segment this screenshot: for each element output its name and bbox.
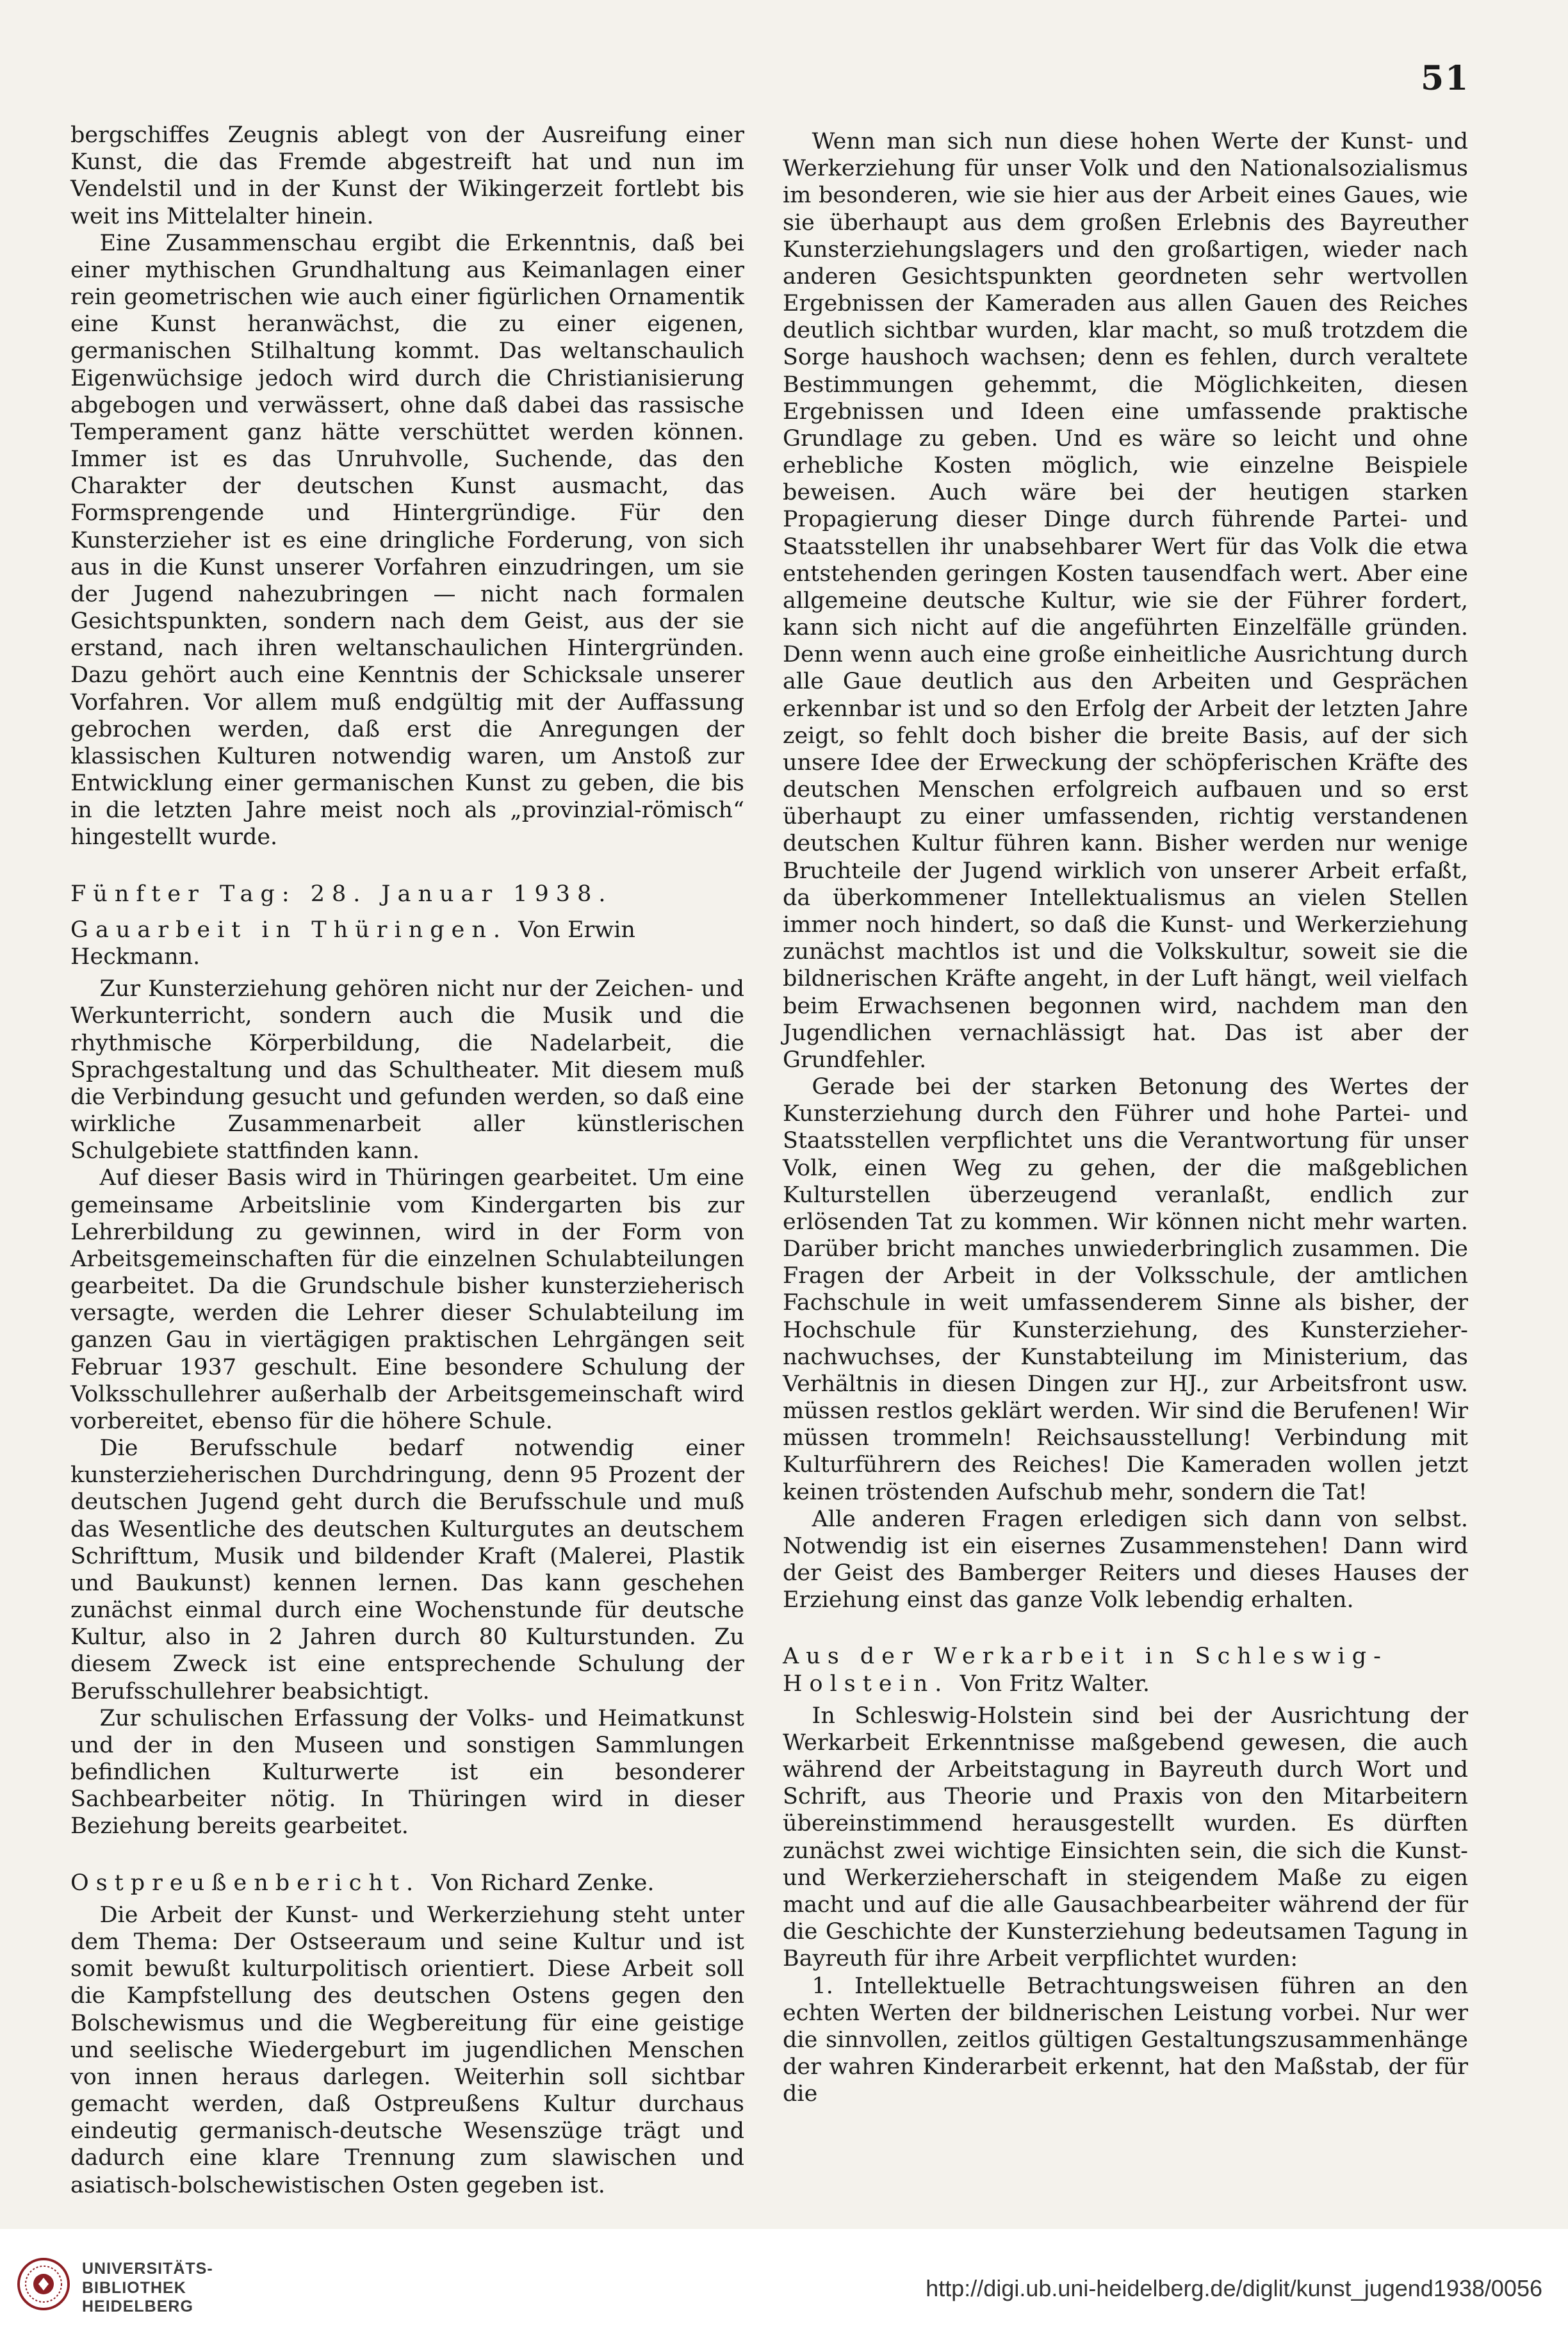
source-url-link[interactable]: http://digi.ub.uni-heidelberg.de/diglit/kunst_jugend1938/0056 <box>926 2275 1542 2301</box>
paragraph: Zur schulischen Erfassung der Volks- und Heimatkunst und der in den Museen und sonstigen Sammlungen befindlichen Kulturwerte ist ein besonderer Sachbearbeiter nötig. In Thüringen wird in dieser Beziehung bereits gearbeitet. <box>70 1705 744 1840</box>
paragraph: Auf dieser Basis wird in Thüringen gearbeitet. Um eine gemeinsame Arbeitslinie vom Kindergarten bis zur Lehrerbildung zu gewinnen, wird in der Form von Arbeitsgemeinschaften für die einzelnen Schulabteilungen gearbeitet. Da die Grundschule bisher kunsterzieherisch versagte, werden die Lehrer dieser Schulabteilung im ganzen Gau in viertägigen praktischen Lehrgängen seit Februar 1937 geschult. Eine besondere Schulung der Volksschullehrer außerhalb der Arbeitsgemeinschaft wird vorbereitet, ebenso für die höhere Schule. <box>70 1165 744 1434</box>
paragraph: Zur Kunsterziehung gehören nicht nur der Zeichen- und Werkunterricht, sondern auch die Musik und die rhythmische Körperbildung, die Nadelarbeit, die Sprachgestaltung und das Schultheater. Mit diesem muß die Verbindung gesucht und gefunden werden, so daß eine wirkliche Zusammenarbeit aller künstlerischen Schulgebiete stattfinden kann. <box>70 976 744 1164</box>
institution-name[interactable] <box>82 2260 213 2317</box>
university-seal-icon <box>17 2257 70 2311</box>
right-column <box>783 128 1468 2107</box>
section-heading-schleswig-holstein <box>783 1643 1468 1697</box>
institution-line: UNIVERSITÄTS- <box>82 2260 213 2278</box>
paragraph: Alle anderen Fragen erledigen sich dann von selbst. Notwendig ist ein eisernes Zusammenstehen! Dann wird der Geist des Bamberger Reiters und dieses Hauses der Erziehung einst das ganze Volk lebendig erhalten. <box>783 1506 1468 1613</box>
heading-author: Von Erwin Heckmann. <box>70 917 635 970</box>
section-heading-thueringen <box>70 917 744 970</box>
paragraph: Wenn man sich nun diese hohen Werte der Kunst- und Werkerziehung für unser Volk und den Nationalsozialismus im besonderen, wie sie hier aus der Arbeit eines Gaues, wie sie überhaupt aus dem großen Erlebnis des Bayreuther Kunsterziehungslagers und den großartigen, wieder nach anderen Gesichtspunkten geordneten sehr wertvollen Ergebnissen der Kameraden aus allen Gauen des Reiches deutlich sichtbar wurden, klar macht, so muß trotzdem die Sorge haushoch wachsen; denn es fehlen, durch veraltete Bestimmungen gehemmt, die Möglichkeiten, diesen Ergebnissen und Ideen eine umfassende praktische Grundlage zu geben. Und es wäre so leicht und ohne erhebliche Kosten möglich, wie einzelne Beispiele beweisen. Auch wäre bei der heutigen starken Propagierung dieser Dinge durch führende Partei- und Staatsstellen ihr unabsehbarer Wert für das Volk die etwa entstehenden geringen Kosten tausendfach wert. Aber eine allgemeine deutsche Kultur, wie sie der Führer fordert, kann sich nicht auf die angeführten Einzelfälle gründen. Denn wenn auch eine große einheitliche Ausrichtung durch alle Gaue deutlich aus den Arbeiten und Gesprächen erkennbar ist und so den Erfolg der Arbeit der letzten Jahre zeigt, so fehlt doch bisher die breite Basis, auf der sich unsere Idee der Erweckung der schöpferischen Kräfte des deutschen Menschen erfolgreich aufbauen und so erst überhaupt zu einer umfassenden, richtig verstandenen deutschen Kultur führen kann. Bisher werden nur wenige Bruchteile der Jugend wirklich von unserer Arbeit erfaßt, da überkommener Intellektualismus an vielen Stellen immer noch hindert, so daß die Kunst- und Werkerziehung zunächst machtlos ist und die Volkskultur, soweit sie die bildnerischen Kräfte angeht, in der Luft hängt, weil vielfach beim Erwachsenen begonnen wird, nachdem man den Jugendlichen vernachlässigt hat. Das ist aber der Grundfehler. <box>783 129 1468 1073</box>
paragraph: 1. Intellektuelle Betrachtungsweisen führen an den echten Werten der bildnerischen Leistung vorbei. Nur wer die sinnvollen, zeitlos gültigen Gestaltungszusammenhänge der wahren Kinderarbeit erkennt, hat den Maßstab, der für die <box>783 1973 1468 2107</box>
heading-title: Gauarbeit in Thüringen. <box>70 917 508 943</box>
heading-author: Von Fritz Walter. <box>960 1670 1150 1697</box>
paragraph: Die Berufsschule bedarf notwendig einer kunsterzieherischen Durchdringung, denn 95 Prozent der deutschen Jugend geht durch die Berufsschule und muß das Wesentliche des deutschen Kulturgutes an deutschem Schrifttum, Musik und bildender Kraft (Malerei, Plastik und Baukunst) kennen lernen. Das kann geschehen zunächst einmal durch eine Wochenstunde für deutsche Kultur, also in 2 Jahren durch 80 Kulturstunden. Zu diesem Zweck ist eine entsprechende Schulung der Berufsschullehrer beabsichtigt. <box>70 1435 744 1704</box>
heading-text: Fünfter Tag: 28. Januar 1938. <box>70 881 613 907</box>
paragraph: In Schleswig-Holstein sind bei der Ausrichtung der Werkarbeit Erkenntnisse maßgebend gewesen, die auch während der Arbeitstagung in Bayreuth durch Wort und Schrift, aus Theorie und Praxis von den Mitarbeitern übereinstimmend herausgestellt wurden. Es dürften zunächst zwei wichtige Einsichten sein, die sich die Kunst- und Werkerzieherschaft in steigendem Maße zu eigen macht und auf die alle Gausachbearbeiter während der für die Geschichte der Kunsterziehung bedeutsamen Tagung in Bayreuth für ihre Arbeit verpflichtet wurden: <box>783 1702 1468 1972</box>
section-heading-day <box>70 881 744 908</box>
paragraph: Gerade bei der starken Betonung des Wertes der Kunsterziehung durch den Führer und hohe Partei- und Staatsstellen verpflichtet uns die Verantwortung für unser Volk, einen Weg zu gehen, der die maßgeblichen Kulturstellen überzeugend veranlaßt, endlich zur erlösenden Tat zu kommen. Wir können nicht mehr warten. Darüber bricht manches unwiederbringlich zusammen. Die Fragen der Arbeit in der Volksschule, der amtlichen Fachschule in weit umfassenderem Sinne als bisher, der Hochschule für Kunsterziehung, des Kunsterziehernachwuchses, der Kunstabteilung im Ministerium, das Verhältnis in diesen Dingen zur HJ., zur Arbeitsfront usw. müssen restlos geklärt werden. Wir sind die Berufenen! Wir müssen trommeln! Reichsausstellung! Verbindung mit Kulturführern des Reiches! Die Kameraden wollen jetzt keinen tröstenden Aufschub mehr, sondern die Tat! <box>783 1074 1468 1505</box>
left-column <box>70 122 744 2199</box>
paragraph: Eine Zusammenschau ergibt die Erkenntnis, daß bei einer mythischen Grundhaltung aus Keimanlagen einer rein geometrischen wie auch einer figürlichen Ornamentik eine Kunst heranwächst, die zu einer eigenen, germanischen Stilhaltung kommt. Das weltanschaulich Eigenwüchsige jedoch wird durch die Christianisierung abgebogen und verwässert, ohne daß dabei das rassische Temperament ganz hätte verschüttet werden können. Immer ist es das Unruhvolle, Suchende, das den Charakter der deutschen Kunst ausmacht, das Formsprengende und Hintergründige. Für den Kunsterzieher ist es eine dringliche Forderung, von sich aus in die Kunst unserer Vorfahren einzudringen, um sie der Jugend nahezubringen — nicht nach formalen Gesichtspunkten, sondern nach dem Geist, aus der sie erstand, nach ihren weltanschaulichen Hintergründen. Dazu gehört auch eine Kenntnis der Schicksale unserer Vorfahren. Vor allem muß endgültig mit der Auffassung gebrochen werden, daß erst die Anregungen der klassischen Kulturen notwendig waren, um Anstoß zur Entwicklung einer germanischen Kunst zu geben, die bis in die letzten Jahre meist noch als „provinzial-römisch“ hingestellt wurde. <box>70 230 744 851</box>
heading-author: Von Richard Zenke. <box>431 1870 655 1896</box>
institution-line: HEIDELBERG <box>82 2298 193 2315</box>
paragraph: bergschiffes Zeugnis ablegt von der Ausreifung einer Kunst, die das Fremde abgestreift hat und nun im Vendelstil und in der Kunst der Wikingerzeit fortlebt bis weit ins Mittelalter hinein. <box>70 122 744 229</box>
library-footer <box>0 2229 1568 2343</box>
page-number: 51 <box>1421 59 1470 98</box>
heading-title: Ostpreußenbericht. <box>70 1870 421 1896</box>
paragraph: Die Arbeit der Kunst- und Werkerziehung steht unter dem Thema: Der Ostseeraum und seine Kultur und ist somit bewußt kulturpolitisch orientiert. Diese Arbeit soll die Kampfstellung des deutschen Ostens gegen den Bolschewismus und die Wegbereitung für eine geistige und seelische Wiedergeburt im jugendlichen Menschen von innen heraus darlegen. Weiterhin soll sichtbar gemacht werden, daß Ostpreußens Kultur durchaus eindeutig germanisch-deutsche Wesenszüge trägt und dadurch eine klare Trennung zum slawischen und asiatisch-bolschewistischen Osten gegeben ist. <box>70 1902 744 2198</box>
section-heading-ostpreussen <box>70 1870 744 1897</box>
heading-title: Aus der Werkarbeit in Schleswig-Holstein. <box>783 1644 1388 1697</box>
institution-line: BIBLIOTHEK <box>82 2278 186 2297</box>
